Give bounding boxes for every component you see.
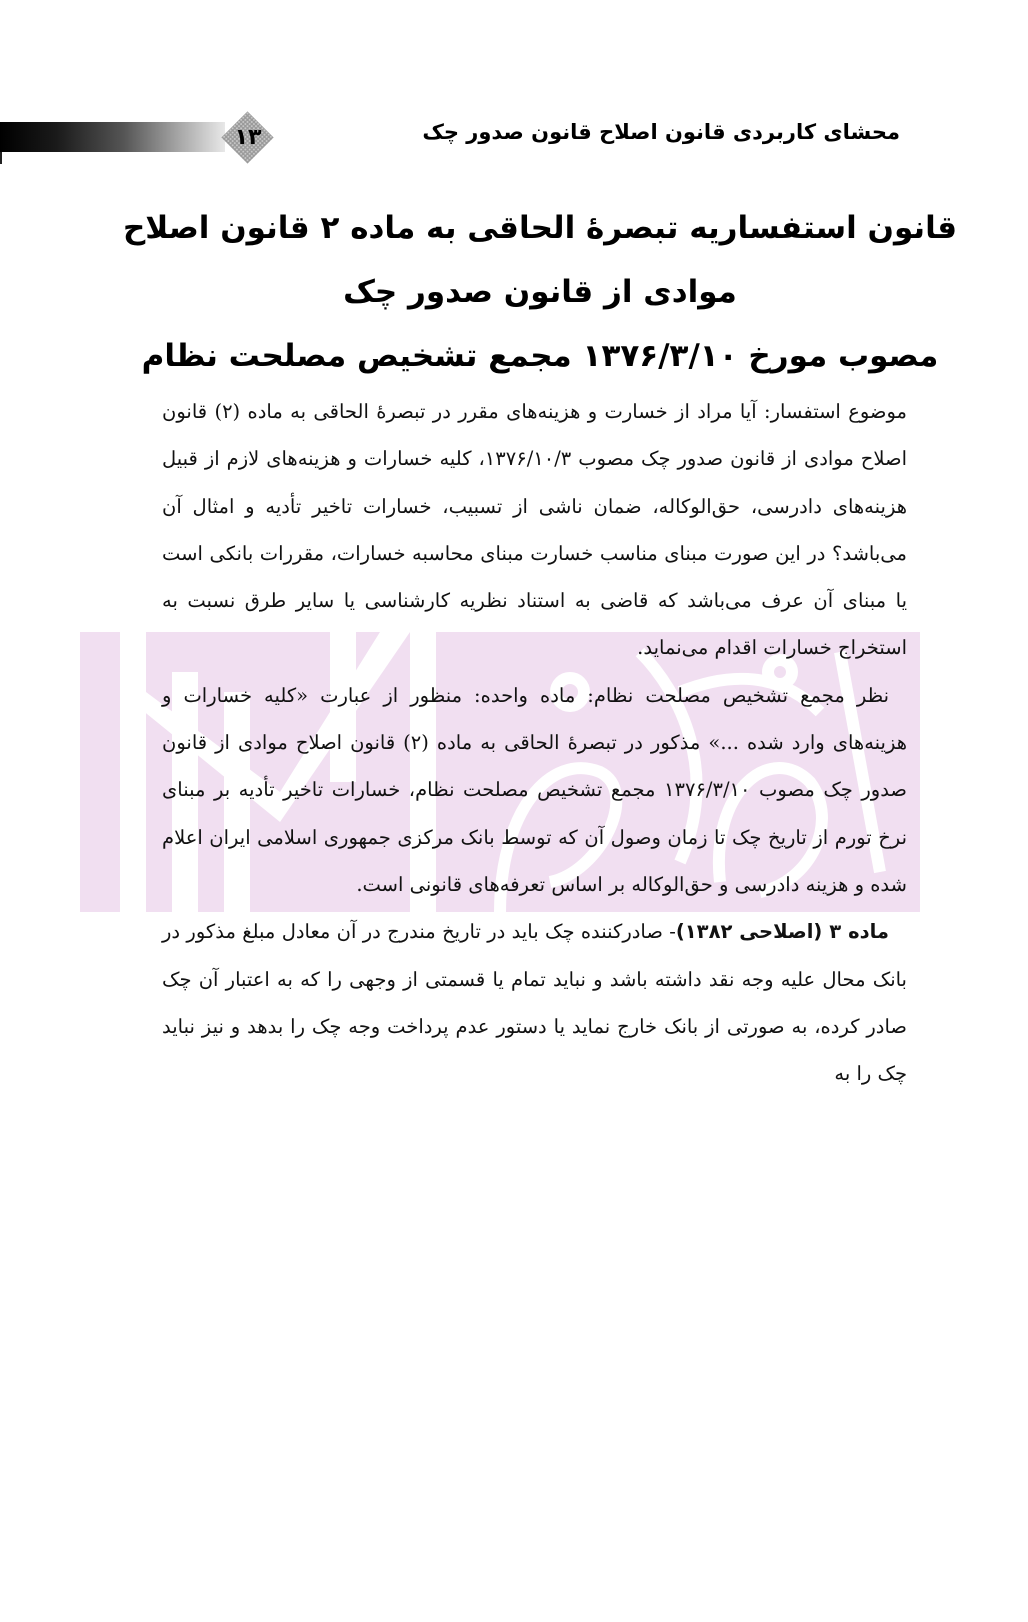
section-title [120, 196, 960, 388]
title-line-1: قانون استفساریه تبصرهٔ الحاقی به ماده ۲ قانون اصلاح [122, 210, 958, 246]
paragraph-council-opinion [162, 672, 907, 908]
running-title: محشای کاربردی قانون اصلاح قانون صدور چک [422, 120, 900, 144]
header-gradient-bar [0, 122, 225, 152]
header-bar-tick [0, 152, 2, 164]
title-line-3: مصوب مورخ ۱۳۷۶/۳/۱۰ مجمع تشخیص مصلحت نظام [141, 338, 939, 374]
paragraph-inquiry-text: موضوع استفسار: آیا مراد از خسارت و هزینه‌های مقرر در تبصرهٔ الحاقی به ماده (۲) قانون اصلاح موادی از قانون صدور چک مصوب ۱۳۷۶/۱۰/۳، کلیه خسارات و هزینه‌های لازم از قبیل هزینه‌های دادرسی، حق‌الوکاله، ضمان ناشی از تسبیب، خسارات تاخیر تأدیه و امثال آن می‌باشد؟ در این صورت مبنای مناسب خسارت مبنای محاسبه خسارات، مقررات بانکی است یا مبنای آن عرف می‌باشد که قاضی به استناد نظریه کارشناسی یا سایر طرق نسبت به استخراج خسارات اقدام می‌نماید. [162, 400, 907, 660]
page-header [0, 112, 1028, 164]
paragraph-article-3-text: - صادرکننده چک باید در تاریخ مندرج در آن معادل مبلغ مذکور در بانک محال علیه وجه نقد داشته باشد و نباید تمام یا قسمتی از وجهی را که به اعتبار آن چک صادر کرده، به صورتی از بانک خارج نماید یا دستور عدم پرداخت وجه چک را بدهد و نیز نباید چک را به [162, 920, 907, 1086]
page-number: ۱۳ [234, 125, 262, 150]
article-3-heading: ماده ۳ (اصلاحی ۱۳۸۲) [675, 920, 890, 944]
title-line-2: موادی از قانون صدور چک [343, 274, 737, 310]
body-text [162, 388, 907, 1097]
paragraph-article-3 [162, 908, 907, 1097]
paragraph-council-opinion-text: نظر مجمع تشخیص مصلحت نظام: ماده واحده: منظور از عبارت «کلیه خسارات و هزینه‌های وارد شده ...» مذکور در تبصرهٔ الحاقی به ماده (۲) قانون اصلاح موادی از قانون صدور چک مصوب ۱۳۷۶/۳/۱۰ مجمع تشخیص مصلحت نظام، خسارات تاخیر تأدیه بر مبنای نرخ تورم از تاریخ چک تا زمان وصول آن که توسط بانک مرکزی جمهوری اسلامی ایران اعلام شده و هزینه دادرسی و حق‌الوکاله بر اساس تعرفه‌های قانونی است. [162, 683, 908, 896]
page-number-diamond [222, 112, 274, 164]
paragraph-inquiry [162, 388, 907, 672]
